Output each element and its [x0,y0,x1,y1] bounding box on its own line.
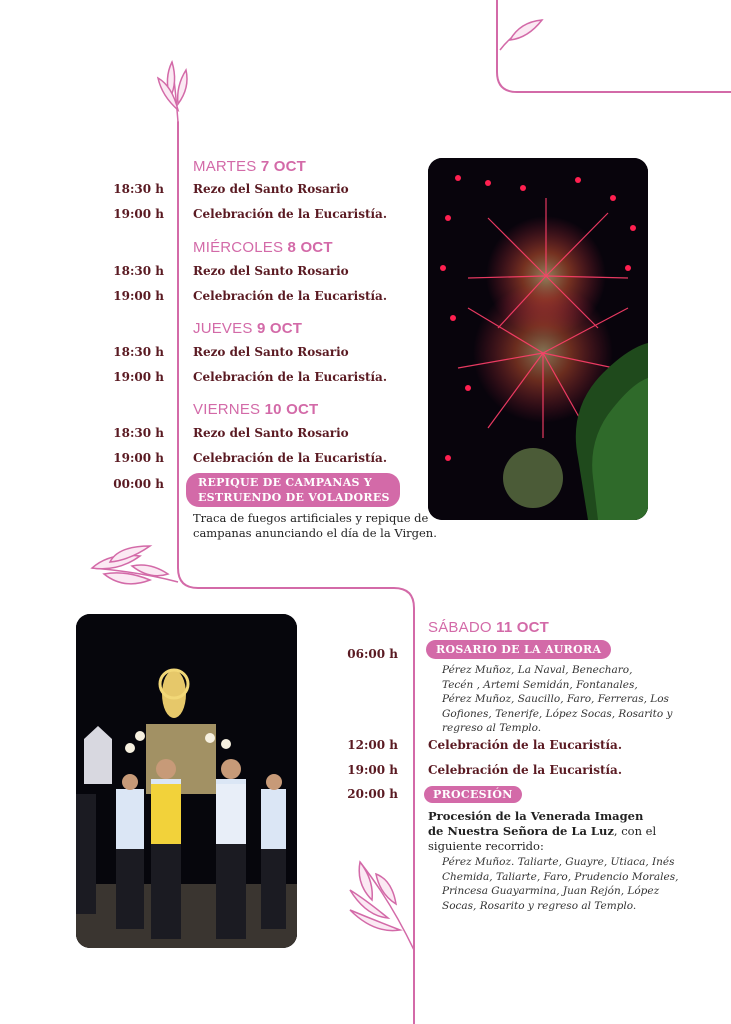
event-label: Rezo del Santo Rosario [193,426,349,440]
day-header-tuesday: MARTES 7 OCT [193,158,306,175]
time-label: 06:00 h [347,647,398,661]
day-header-thursday: JUEVES 9 OCT [193,320,303,337]
time-label: 19:00 h [347,763,398,777]
time-label: 00:00 h [113,477,164,491]
leaf-branch-icon [350,862,414,950]
time-label: 12:00 h [347,738,398,752]
fireworks-photo [428,158,648,520]
time-label: 18:30 h [113,345,164,359]
campanas-pill: REPIQUE DE CAMPANAS Y ESTRUENDO DE VOLADORES [186,473,400,507]
procesion-description: Procesión de la Venerada Imagen de Nuestra Señora de La Luz, con el siguiente recorrido: [428,809,657,853]
day-header-saturday: SÁBADO 11 OCT [428,619,549,636]
time-label: 18:30 h [113,426,164,440]
aurora-route: Pérez Muñoz, La Naval, Benecharo, Tecén , Artemi Semidán, Fontanales, Pérez Muñoz, Saucillo, Faro, Ferreras, Los Gofiones, Tenerife, López Socas, Rosarito y regreso al Templo. [442,664,673,734]
time-label: 19:00 h [113,451,164,465]
day-header-friday: VIERNES 10 OCT [193,401,319,418]
event-label: Rezo del Santo Rosario [193,345,349,359]
time-label: 20:00 h [347,787,398,801]
leaf-sprig-icon [500,20,542,50]
fireworks-description: Traca de fuegos artificiales y repique de campanas anunciando el día de la Virgen. [193,511,437,540]
day-header-wednesday: MIÉRCOLES 8 OCT [193,239,333,256]
event-label: Celebración de la Eucaristía. [193,451,387,465]
event-label: Celebración de la Eucaristía. [193,370,387,384]
leaf-sprig-icon [158,62,187,122]
time-label: 19:00 h [113,289,164,303]
time-label: 18:30 h [113,182,164,196]
event-label: Celebración de la Eucaristía. [193,207,387,221]
procesion-route: Pérez Muñoz. Taliarte, Guayre, Utiaca, Inés Chemida, Taliarte, Faro, Prudencio Morales, Princesa Guayarmina, Juan Rejón, López Socas, Rosarito y regreso al Templo. [442,856,679,912]
time-label: 18:30 h [113,264,164,278]
event-label: Celebración de la Eucaristía. [193,289,387,303]
rosario-aurora-pill: ROSARIO DE LA AURORA [426,640,611,659]
time-label: 19:00 h [113,207,164,221]
time-label: 19:00 h [113,370,164,384]
event-label: Celebración de la Eucaristía. [428,763,622,777]
leaf-branch-icon [92,546,178,584]
procesion-pill: PROCESIÓN [424,786,522,803]
event-label: Celebración de la Eucaristía. [428,738,622,752]
procession-photo [76,614,297,948]
event-label: Rezo del Santo Rosario [193,264,349,278]
event-label: Rezo del Santo Rosario [193,182,349,196]
